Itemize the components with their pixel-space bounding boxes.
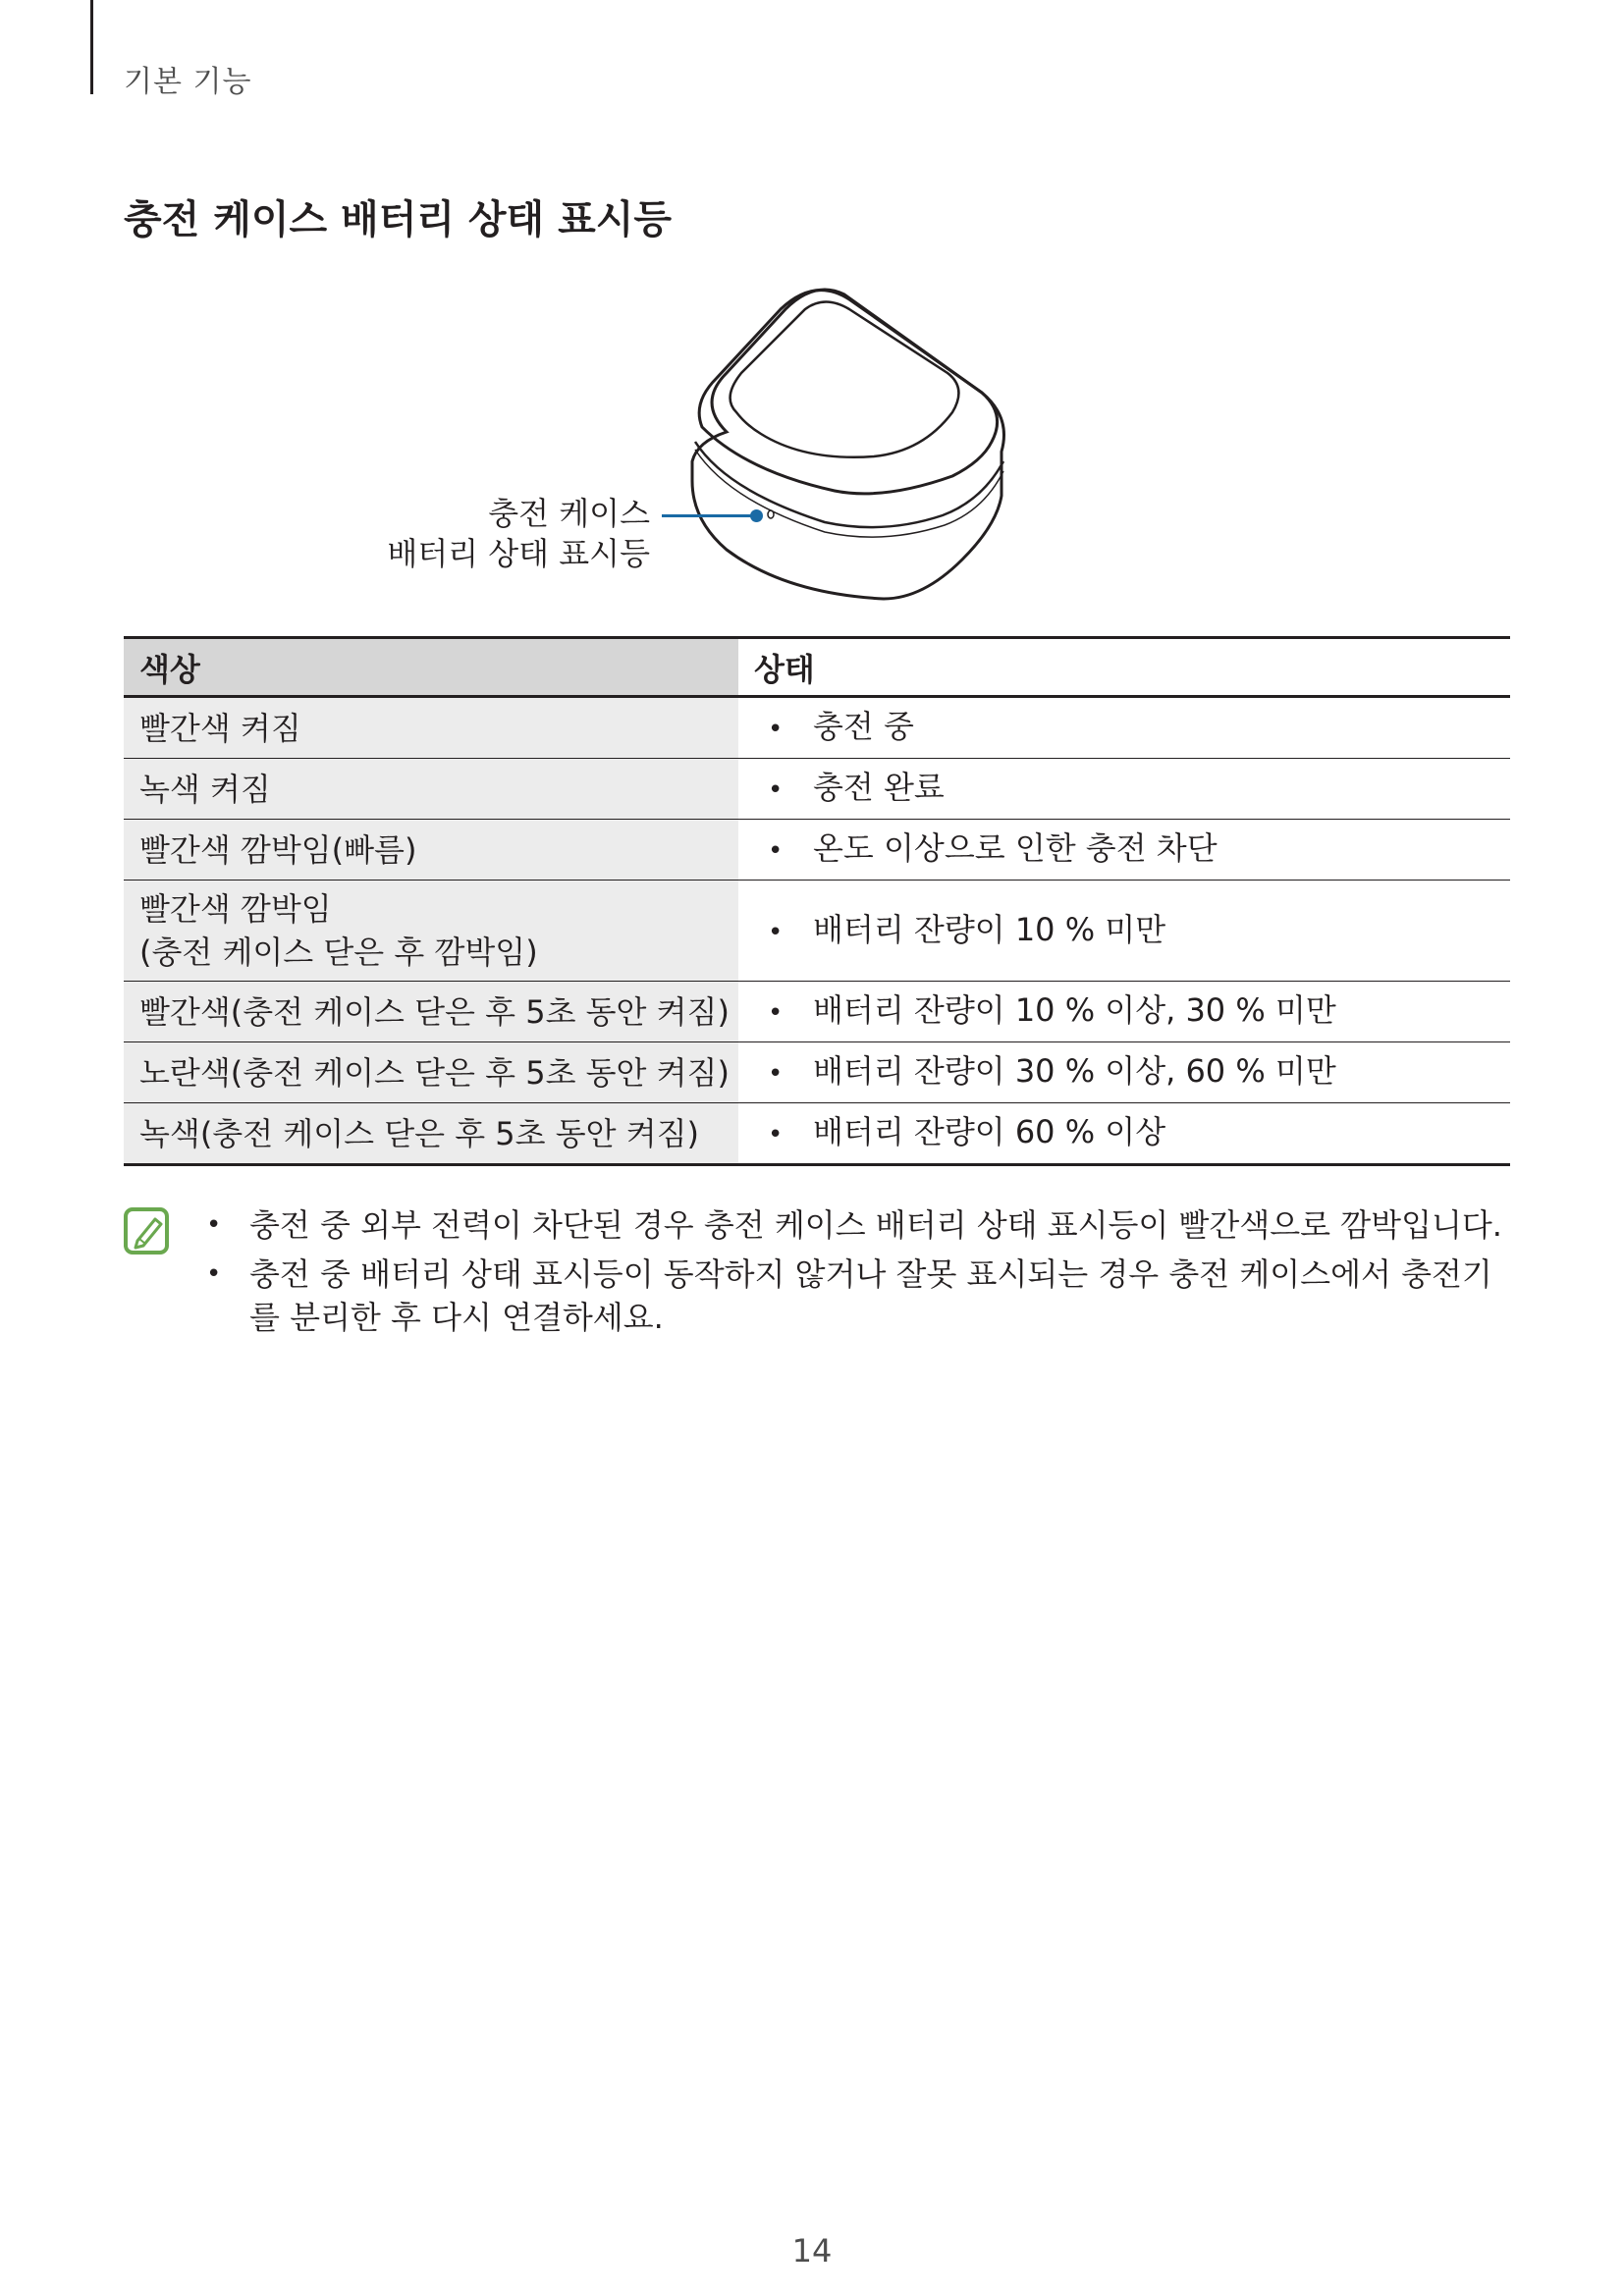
row-color-line2: (충전 케이스 닫은 후 깜박임)	[139, 934, 538, 971]
bullet: •	[768, 1120, 784, 1149]
bullet: •	[768, 917, 784, 947]
table-row	[124, 697, 1510, 759]
page-title: 충전 케이스 배터리 상태 표시등	[124, 197, 673, 242]
table-header-row	[124, 638, 1510, 697]
notes-list	[206, 1203, 1512, 1345]
row-color: 빨간색(충전 케이스 닫은 후 5초 동안 켜짐)	[124, 982, 738, 1042]
row-status	[738, 820, 1510, 881]
status-text: 온도 이상으로 인한 충전 차단	[813, 829, 1218, 867]
note-item	[206, 1253, 1512, 1339]
status-text: 배터리 잔량이 10 % 이상, 30 % 미만	[813, 991, 1336, 1029]
row-status	[738, 697, 1510, 759]
header-color: 색상	[124, 638, 738, 697]
header-rule	[90, 0, 93, 94]
row-status	[738, 982, 1510, 1042]
table-row	[124, 1103, 1510, 1165]
bullet: •	[768, 998, 784, 1028]
status-text: 충전 완료	[813, 769, 945, 806]
table-row	[124, 881, 1510, 982]
row-color: 노란색(충전 케이스 닫은 후 5초 동안 켜짐)	[124, 1042, 738, 1103]
table-row	[124, 759, 1510, 820]
note-text: 충전 중 배터리 상태 표시등이 동작하지 않거나 잘못 표시되는 경우 충전 케이스에서 충전기를 분리한 후 다시 연결하세요.	[249, 1255, 1492, 1336]
callout-label-line2: 배터리 상태 표시등	[387, 535, 650, 572]
callout-dot	[750, 509, 763, 522]
table-row	[124, 1042, 1510, 1103]
callout-label-line1: 충전 케이스	[488, 495, 650, 532]
bullet: •	[768, 836, 784, 866]
bullet: •	[768, 775, 784, 805]
row-color: 녹색 켜짐	[124, 759, 738, 820]
note-pencil-icon	[124, 1205, 171, 1256]
row-status	[738, 1042, 1510, 1103]
callout-line	[662, 514, 756, 517]
bullet: •	[206, 1210, 222, 1240]
charging-case-illustration	[687, 265, 1031, 609]
row-color: 빨간색 깜박임(빠름)	[124, 820, 738, 881]
page-number: 14	[791, 2232, 833, 2269]
bullet: •	[206, 1259, 222, 1289]
row-color: 녹색(충전 케이스 닫은 후 5초 동안 켜짐)	[124, 1103, 738, 1165]
bullet: •	[768, 715, 784, 744]
row-status	[738, 759, 1510, 820]
status-text: 배터리 잔량이 60 % 이상	[813, 1113, 1166, 1150]
status-text: 배터리 잔량이 10 % 미만	[813, 910, 1166, 948]
status-text: 충전 중	[813, 708, 914, 745]
row-status	[738, 881, 1510, 982]
note-text: 충전 중 외부 전력이 차단된 경우 충전 케이스 배터리 상태 표시등이 빨간색으로 깜박입니다.	[249, 1206, 1502, 1244]
section-label: 기본 기능	[124, 65, 252, 99]
row-color: 빨간색 켜짐	[124, 697, 738, 759]
bullet: •	[768, 1059, 784, 1089]
status-table	[124, 636, 1510, 1166]
header-status: 상태	[738, 638, 1510, 697]
row-color	[124, 881, 738, 982]
callout-label	[373, 494, 650, 574]
note-item	[206, 1203, 1512, 1247]
row-color-line1: 빨간색 깜박임	[139, 890, 332, 928]
table-row	[124, 982, 1510, 1042]
row-status	[738, 1103, 1510, 1165]
table-row	[124, 820, 1510, 881]
status-text: 배터리 잔량이 30 % 이상, 60 % 미만	[813, 1052, 1336, 1090]
